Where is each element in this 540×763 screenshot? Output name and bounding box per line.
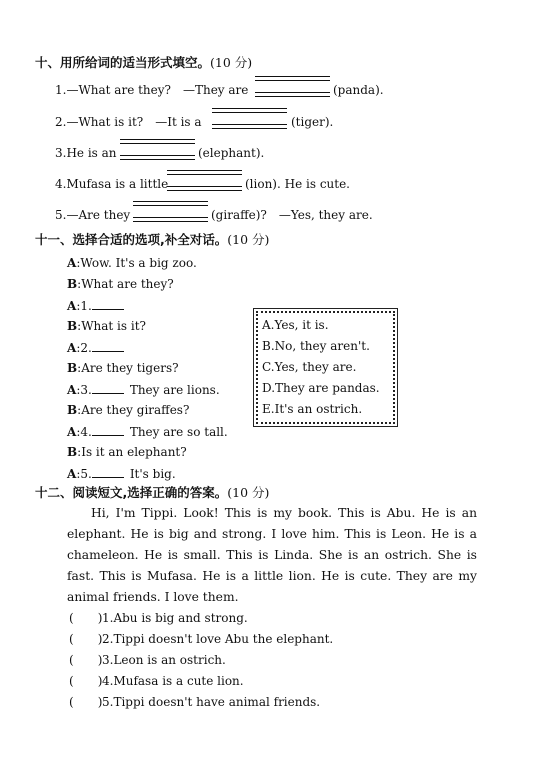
dialogue-text: 1. (80, 299, 92, 313)
fill-item-2-prompt: 2.—What is it? —It is a (55, 115, 202, 129)
fill-answer-line-2a[interactable] (212, 108, 287, 113)
fill-answer-line-3a[interactable] (120, 139, 195, 144)
fill-answer-line-4a[interactable] (167, 170, 242, 175)
section12-heading (35, 485, 269, 501)
question-row (69, 610, 248, 626)
answer-brackets[interactable]: ( ) (69, 695, 103, 709)
dialogue-line (67, 444, 187, 460)
fill-item-2 (55, 114, 202, 130)
speaker-label: B (67, 319, 78, 333)
fill-item-3 (55, 145, 117, 161)
fill-item-3-prompt: 3.He is an (55, 146, 117, 160)
fill-item-2-hint (291, 114, 333, 130)
fill-item-3-hint-text: (elephant). (198, 146, 265, 160)
section11-points: (10 分) (227, 232, 270, 247)
dialogue-line (67, 423, 228, 440)
fill-item-5-prompt: 5.—Are they (55, 208, 131, 222)
question-row (69, 694, 320, 710)
dialogue-line (67, 255, 197, 271)
fill-answer-line-5a[interactable] (133, 201, 208, 206)
dialogue-text: 3. (80, 383, 92, 397)
dialogue-after-text: They are lions. (129, 383, 220, 397)
speaker-label: B (67, 445, 78, 459)
dialogue-text: 2. (80, 341, 92, 355)
dialogue-text: Is it an elephant? (81, 445, 187, 459)
dialogue-line (67, 360, 179, 376)
speaker-colon: : (77, 277, 82, 291)
dialogue-text: What are they? (81, 277, 174, 291)
speaker-label: A (67, 425, 77, 439)
dialogue-text: Are they tigers? (81, 361, 179, 375)
speaker-colon: : (77, 445, 82, 459)
question-text: 1.Abu is big and strong. (102, 611, 248, 625)
dialogue-blank[interactable] (92, 465, 124, 478)
fill-item-5-hint-text: (giraffe)? —Yes, they are. (211, 208, 373, 222)
speaker-colon: : (77, 319, 82, 333)
speaker-label: A (67, 256, 77, 270)
dialogue-blank[interactable] (92, 297, 124, 310)
speaker-colon: : (76, 467, 81, 481)
dialogue-text: What is it? (81, 319, 146, 333)
fill-item-5-hint (211, 207, 373, 223)
speaker-colon: : (77, 361, 82, 375)
option-item: E.It's an ostrich. (262, 402, 363, 416)
dialogue-after-text: They are so tall. (129, 425, 228, 439)
speaker-colon: : (76, 256, 81, 270)
dialogue-line (67, 402, 189, 418)
speaker-label: B (67, 403, 78, 417)
fill-item-4 (55, 176, 168, 192)
speaker-colon: : (76, 341, 81, 355)
question-text: 3.Leon is an ostrich. (102, 653, 226, 667)
dialogue-blank[interactable] (92, 423, 124, 436)
dialogue-text: Are they giraffes? (81, 403, 190, 417)
fill-item-1-hint (333, 82, 384, 98)
fill-answer-line-3b[interactable] (120, 155, 195, 160)
fill-item-5 (55, 207, 130, 223)
dialogue-line (67, 318, 146, 334)
speaker-label: A (67, 383, 77, 397)
fill-item-4-hint-text: (lion). He is cute. (245, 177, 350, 191)
dialogue-after-text: It's big. (129, 467, 176, 481)
dialogue-line (67, 297, 124, 314)
option-item: C.Yes, they are. (262, 360, 357, 374)
question-text: 4.Mufasa is a cute lion. (102, 674, 244, 688)
speaker-colon: : (76, 383, 81, 397)
section12-title: 十二、阅读短文,选择正确的答案。 (35, 485, 228, 500)
section12-points: (10 分) (227, 485, 270, 500)
dialogue-line (67, 339, 124, 356)
answer-brackets[interactable]: ( ) (69, 653, 103, 667)
fill-item-3-hint (198, 145, 264, 161)
question-row (69, 631, 333, 647)
question-text: 2.Tippi doesn't love Abu the elephant. (102, 632, 334, 646)
fill-item-2-hint-text: (tiger). (291, 115, 334, 129)
dialogue-line (67, 381, 220, 398)
answer-brackets[interactable]: ( ) (69, 674, 103, 688)
option-item: A.Yes, it is. (262, 318, 329, 332)
speaker-label: B (67, 277, 78, 291)
dialogue-blank[interactable] (92, 381, 124, 394)
fill-item-1 (55, 82, 248, 98)
fill-answer-line-4b[interactable] (167, 186, 242, 191)
speaker-label: A (67, 341, 77, 355)
speaker-colon: : (76, 299, 81, 313)
fill-item-4-hint (245, 176, 350, 192)
section10-heading (35, 55, 252, 71)
dialogue-text: 4. (80, 425, 92, 439)
speaker-colon: : (77, 403, 82, 417)
speaker-label: A (67, 467, 77, 481)
question-row (69, 673, 244, 689)
section11-heading (35, 232, 269, 248)
fill-item-1-hint-text: (panda). (333, 83, 384, 97)
reading-passage: Hi, I'm Tippi. Look! This is my book. This is Abu. He is an elephant. He is big and strong. I love him. This is Leon. He is a chameleon. He is small. This is Linda. She is an ostrich. She is fast. This is Mufasa. He is a little lion. He is cute. They are my animal friends. I love them. (67, 506, 477, 604)
fill-answer-line-5b[interactable] (133, 217, 208, 222)
fill-answer-line-1b[interactable] (255, 92, 330, 97)
section11-title: 十一、选择合适的选项,补全对话。 (35, 232, 228, 247)
answer-brackets[interactable]: ( ) (69, 611, 103, 625)
fill-item-4-prompt: 4.Mufasa is a little (55, 177, 169, 191)
question-row (69, 652, 226, 668)
fill-item-1-prompt: 1.—What are they? —They are (55, 83, 249, 97)
section10-title: 十、用所给词的适当形式填空。 (35, 55, 211, 70)
option-item: B.No, they aren't. (262, 339, 370, 353)
fill-answer-line-2b[interactable] (212, 124, 287, 129)
dialogue-line (67, 465, 176, 482)
speaker-colon: : (76, 425, 81, 439)
dialogue-text: 5. (80, 467, 92, 481)
section10-points: (10 分) (210, 55, 253, 70)
option-item: D.They are pandas. (262, 381, 380, 395)
dialogue-text: Wow. It's a big zoo. (80, 256, 197, 270)
speaker-label: B (67, 361, 78, 375)
fill-answer-line-1a[interactable] (255, 76, 330, 81)
answer-brackets[interactable]: ( ) (69, 632, 103, 646)
dialogue-blank[interactable] (92, 339, 124, 352)
dialogue-line (67, 276, 174, 292)
speaker-label: A (67, 299, 77, 313)
question-text: 5.Tippi doesn't have animal friends. (102, 695, 321, 709)
